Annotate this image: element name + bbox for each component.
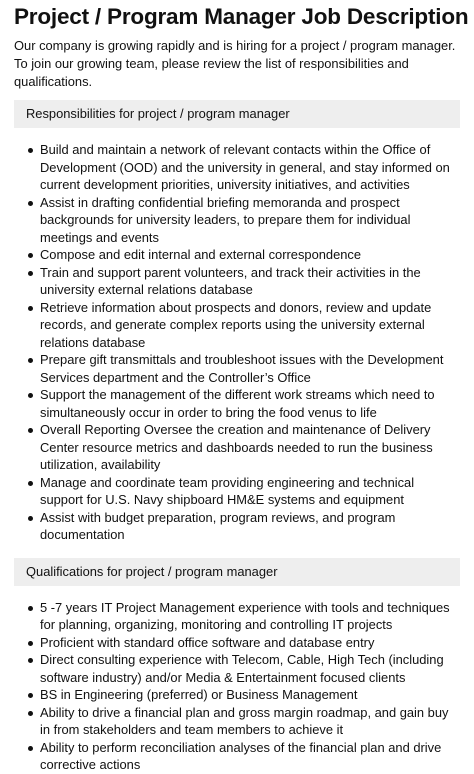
list-item-text: Proficient with standard office software and database entry [40,634,375,650]
list-item-text: Retrieve information about prospects and donors, review and update records, and generate complex reports using the university external relations database [40,299,432,350]
list-item-text: Compose and edit internal and external correspondence [40,247,362,262]
bullet-icon [28,253,33,258]
list-item-text: Build and maintain a network of relevant contacts within the Office of Development (OOD) and the university in general, and stay informed on current development priorities, university initiatives, and activities [40,142,450,192]
bullet-icon [28,148,33,153]
list-item [14,421,460,474]
list-item [14,299,460,352]
list-item [14,686,460,704]
list-item-text: Assist in drafting confidential briefing memoranda and prospect backgrounds for university leaders, to prepare them for individual meetings and events [40,194,411,245]
list-item [14,351,460,386]
list-item-text: Manage and coordinate team providing engineering and technical support for U.S. Navy shipboard HM&E systems and equipment [40,474,415,507]
bullet-icon [28,271,33,276]
list-item [14,634,460,652]
list-item [14,141,460,194]
list-item-text: 5 -7 years IT Project Management experience with tools and techniques for planning, organizing, monitoring and controlling IT projects [40,599,450,632]
bullet-icon [28,641,33,646]
bullet-icon [28,711,33,716]
bullet-icon [28,481,33,486]
list-item [14,264,460,299]
list-item-text: Direct consulting experience with Telecom, Cable, High Tech (including software industry) and/or Media & Entertainment focused clients [40,652,444,685]
list-item-text: Ability to perform reconciliation analyses of the financial plan and drive corrective actions [40,739,442,772]
bullet-icon [28,746,33,751]
responsibilities-list [14,141,460,544]
list-item [14,651,460,686]
list-item-text: Assist with budget preparation, program reviews, and program documentation [40,509,396,542]
bullet-icon [28,693,33,698]
page-title: Project / Program Manager Job Description [14,4,469,29]
list-item-text: Support the management of the different work streams which need to simultaneously occur in order to bring the food venus to life [40,387,435,420]
list-item [14,599,460,634]
list-item-text: BS in Engineering (preferred) or Business Management [40,687,358,702]
list-item-text: Prepare gift transmittals and troubleshoot issues with the Development Services department and the Controller’s Office [40,352,444,385]
qualifications-header: Qualifications for project / program manager [14,558,460,586]
list-item [14,739,460,774]
list-item-text: Train and support parent volunteers, and track their activities in the university external relations database [40,264,421,297]
bullet-icon [28,658,33,663]
list-item [14,704,460,739]
list-item [14,246,460,264]
bullet-icon [28,393,33,398]
bullet-icon [28,358,33,363]
list-item [14,194,460,247]
qualifications-list [14,599,460,774]
list-item [14,474,460,509]
list-item-text: Ability to drive a financial plan and gross margin roadmap, and gain buy in from stakeholders and team members to achieve it [40,704,449,737]
list-item [14,509,460,544]
list-item [14,386,460,421]
responsibilities-header: Responsibilities for project / program manager [14,100,460,128]
bullet-icon [28,516,33,521]
bullet-icon [28,306,33,311]
bullet-icon [28,428,33,433]
intro-paragraph: Our company is growing rapidly and is hiring for a project / program manager. To join our growing team, please review the list of responsibilities and qualifications. [14,38,456,89]
list-item-text: Overall Reporting Oversee the creation and maintenance of Delivery Center resource metrics and dashboards needed to run the business utilization, availability [40,422,433,472]
bullet-icon [28,201,33,206]
bullet-icon [28,606,33,611]
